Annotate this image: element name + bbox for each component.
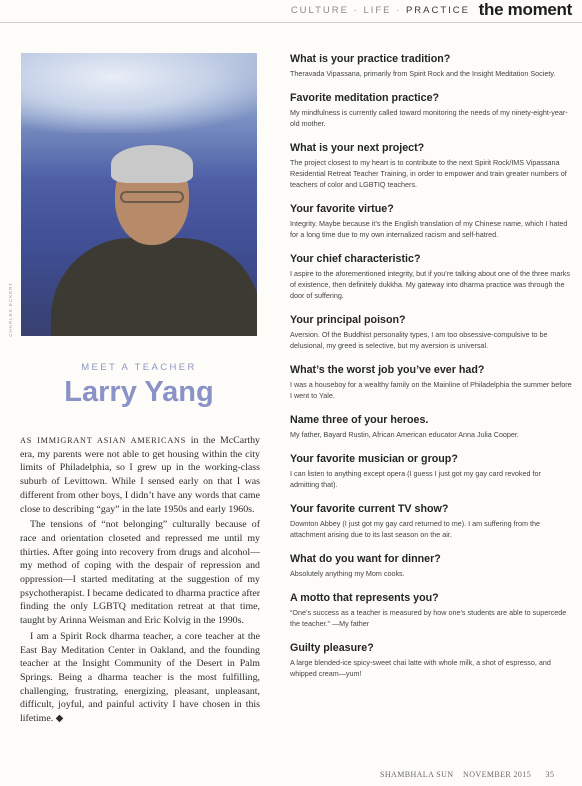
qa-item (290, 314, 572, 351)
qa-answer: My father, Bayard Rustin, African American educator Anna Julia Cooper. (290, 430, 519, 439)
portrait-hair (111, 145, 193, 183)
qa-question: Name three of your heroes. (290, 414, 429, 426)
qa-item (290, 253, 572, 301)
qa-question: What is your next project? (290, 142, 425, 154)
qa-answer: I can listen to anything except opera (I guess I just got my gay card revoked for admitting that). (290, 469, 541, 489)
bio-text (20, 434, 260, 728)
section-culture: CULTURE (290, 5, 349, 16)
qa-item (290, 553, 572, 579)
background-sky (21, 53, 257, 133)
qa-question: What is your practice tradition? (290, 53, 451, 65)
qa-question: Your favorite virtue? (290, 203, 394, 215)
footer-magazine: SHAMBHALA SUN (380, 770, 454, 779)
qa-item (290, 592, 572, 629)
qa-item (290, 53, 572, 79)
qa-question: What do you want for dinner? (290, 553, 441, 565)
portrait-sweater (51, 238, 257, 336)
qa-answer: Theravada Vipassana, primarily from Spirit Rock and the Insight Meditation Society. (290, 69, 556, 78)
bio-paragraph-2: The tensions of “not belonging” culturally because of race and orientation closeted and repressed me until my thirties. After going into recovery from drugs and alcohol—my method of coping with the despair of repression and oppression—I started meditating at the suggestion of my psychotherapist. I became dedicated to dharma practice after finding the only LGBTQ meditation retreat at that time, taught by Arinna Weisman and Eric Kolvig in the 1990s. (20, 519, 260, 627)
qa-question: Your principal poison? (290, 314, 406, 326)
qa-question: A motto that represents you? (290, 592, 439, 604)
qa-item (290, 364, 572, 401)
portrait-glasses (120, 191, 184, 203)
qa-item (290, 453, 572, 490)
qa-item (290, 142, 572, 190)
qa-question: Your favorite current TV show? (290, 503, 449, 515)
qa-question: Guilty pleasure? (290, 642, 374, 654)
section-practice: PRACTICE (405, 5, 470, 16)
qa-answer: The project closest to my heart is to contribute to the next Spirit Rock/IMS Vipassana Residential Retreat Teacher Training, in order to empower and train greater numbers of teachers of color and LGBTIQ teachers. (290, 158, 567, 189)
qa-question: Your favorite musician or group? (290, 453, 458, 465)
qa-question: What’s the worst job you’ve ever had? (290, 364, 485, 376)
section-nav: CULTURE · LIFE · PRACTICE (290, 5, 470, 16)
qa-item (290, 503, 572, 540)
section-brand: the moment (478, 0, 572, 19)
qa-answer: Integrity. Maybe because it’s the English translation of my Chinese name, which I hated for a long time due to my own internalized racism and self-hatred. (290, 219, 568, 239)
qa-question: Your chief characteristic? (290, 253, 421, 265)
qa-question: Favorite meditation practice? (290, 92, 440, 104)
photo-credit: CHARLES ECKERT (8, 282, 13, 337)
feature-name: Larry Yang (64, 376, 214, 408)
qa-answer: “One’s success as a teacher is measured by how one’s students are able to supercede the teacher.” —My father (290, 608, 567, 628)
portrait-photo (21, 53, 257, 336)
qa-answer: A large blended-ice spicy-sweet chai latte with whole milk, a shot of espresso, and whipped cream—yum! (290, 658, 551, 678)
qa-answer: My mindfulness is currently called toward monitoring the needs of my ninety-eight-year-old mother. (290, 108, 568, 128)
footer-issue: NOVEMBER 2015 (463, 770, 532, 779)
qa-answer: Aversion. Of the Buddhist personality types, I am too obsessive-compulsive to be delusional, my greed is selective, but my aversion is universal. (290, 330, 548, 350)
feature-kicker: MEET A TEACHER (81, 362, 197, 373)
bio-lead: AS IMMIGRANT ASIAN AMERICANS (20, 436, 187, 445)
qa-item (290, 642, 572, 679)
qa-answer: Absolutely anything my Mom cooks. (290, 569, 405, 578)
qa-item (290, 203, 572, 240)
page-number: 35 (545, 770, 555, 779)
page-footer (380, 770, 554, 779)
qa-column (290, 53, 572, 692)
qa-item (290, 92, 572, 129)
qa-item (290, 414, 572, 440)
bio-paragraph-1: in the McCarthy era, my parents were not able to get housing within the city limits of Philadelphia, so I grew up in the working-class suburb of Levittown. While I sensed early on that I was different from other boys, I didn’t have any words that came close to describing “gay” in the late 1950s and early 1960s. (20, 435, 260, 515)
bio-paragraph-3: I am a Spirit Rock dharma teacher, a core teacher at the East Bay Meditation Center in Oakland, and the founding teacher at the Insight Community of the Desert in Palm Springs. Being a dharma teacher is the most fulfilling, challenging, frustrating, energizing, pleasant, unpleasant, difficult, joyful, and painful activity I have chosen in this lifetime. ◆ (20, 630, 260, 725)
qa-answer: I aspire to the aforementioned integrity, but if you’re talking about one of the three marks of existence, then definitely dukkha. My gateway into dharma practice was through the door of suffering. (290, 269, 570, 300)
qa-answer: Downton Abbey (I just got my gay card returned to me). I am suffering from the attachment arising due to its last season on the air. (290, 519, 540, 539)
qa-answer: I was a houseboy for a wealthy family on the Mainline of Philadelphia the summer before I went to Yale. (290, 380, 572, 400)
bio-paragraph (20, 434, 260, 516)
section-life: LIFE (363, 5, 392, 16)
section-header (0, 0, 582, 23)
